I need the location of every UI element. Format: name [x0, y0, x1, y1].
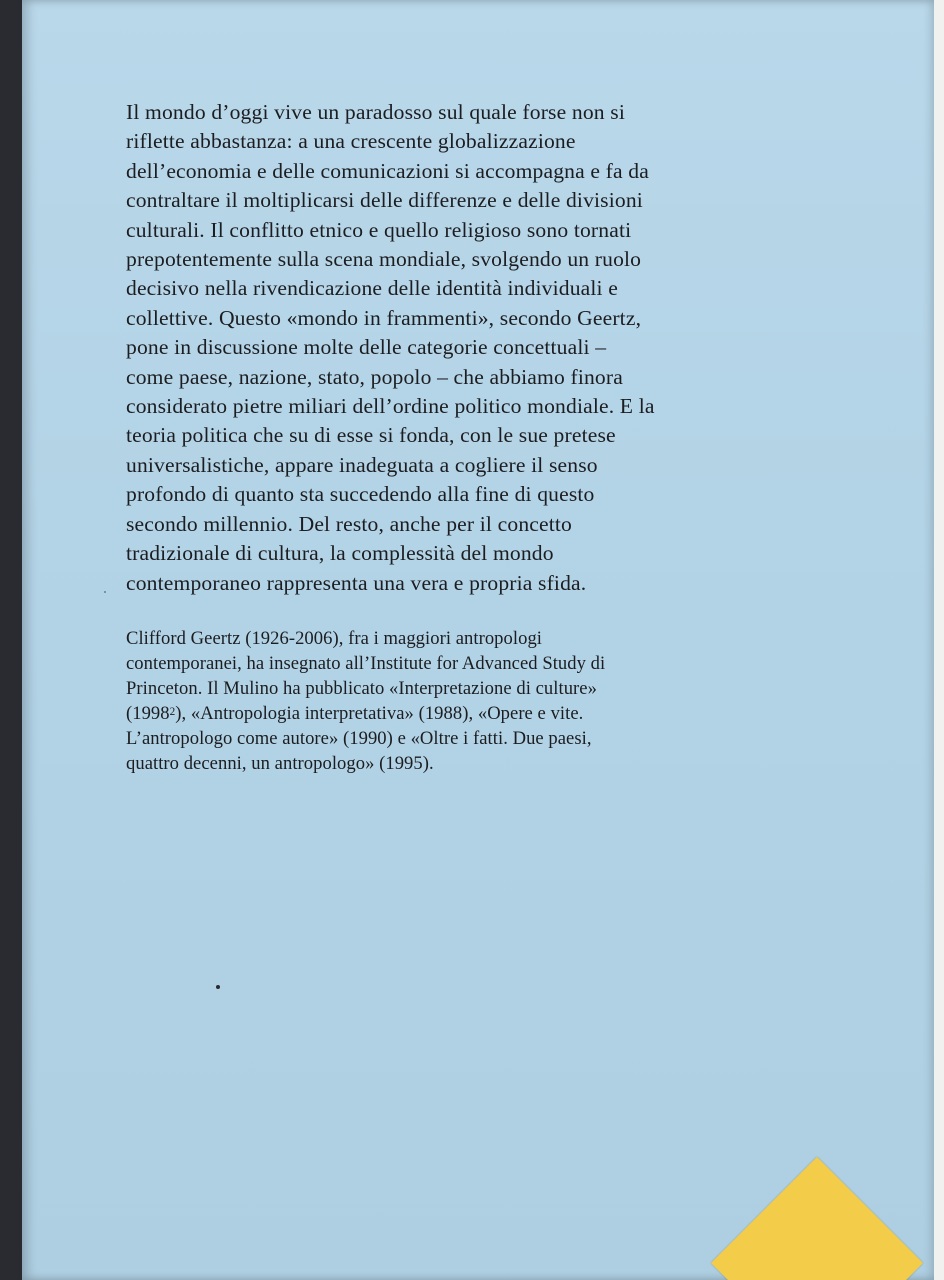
- bio-line-rest: ), «Antropologia interpretativa» (1988), «Opere e vite.: [175, 703, 584, 724]
- blurb-line: come paese, nazione, stato, popolo – che abbiamo finora: [126, 364, 623, 389]
- bio-line: L’antropologo come autore» (1990) e «Oltre i fatti. Due paesi,: [126, 728, 592, 749]
- page-edge: [934, 0, 944, 1280]
- bio-line: Princeton. Il Mulino ha pubblicato «Interpretazione di culture»: [126, 678, 597, 699]
- blurb-line: teoria politica che su di esse si fonda, con le sue pretese: [126, 423, 616, 448]
- blurb-line: considerato pietre miliari dell’ordine politico mondiale. E la: [126, 394, 655, 419]
- bio-line: Clifford Geertz (1926-2006), fra i maggiori antropologi: [126, 628, 543, 649]
- blurb-line: profondo di quanto sta succedendo alla fine di questo: [126, 482, 595, 507]
- author-bio: [126, 626, 826, 776]
- dust-speck: [104, 591, 106, 593]
- blurb-line: tradizionale di cultura, la complessità del mondo: [126, 541, 554, 566]
- blurb-line: riflette abbastanza: a una crescente globalizzazione: [126, 129, 576, 154]
- blurb-line: contraltare il moltiplicarsi delle differenze e delle divisioni: [126, 188, 643, 213]
- bio-line: [126, 701, 826, 726]
- blurb-line: secondo millennio. Del resto, anche per il concetto: [126, 511, 572, 536]
- blurb-text: [126, 98, 826, 598]
- edition-superscript: 2: [169, 705, 176, 718]
- blurb-line: collettive. Questo «mondo in frammenti», secondo Geertz,: [126, 305, 642, 330]
- bio-line-start: (1998: [126, 703, 170, 724]
- blurb-line: culturali. Il conflitto etnico e quello religioso sono tornati: [126, 217, 632, 242]
- blurb-line: pone in discussione molte delle categorie concettuali –: [126, 335, 607, 360]
- dust-speck: [216, 985, 220, 989]
- blurb-line: Il mondo d’oggi vive un paradosso sul quale forse non si: [126, 100, 625, 124]
- blurb-line: decisivo nella rivendicazione delle identità individuali e: [126, 276, 618, 301]
- blurb-line: universalistiche, appare inadeguata a cogliere il senso: [126, 452, 598, 477]
- bio-line: contemporanei, ha insegnato all’Institute for Advanced Study di: [126, 653, 606, 674]
- blurb-line: dell’economia e delle comunicazioni si accompagna e fa da: [126, 158, 649, 183]
- blurb-line: prepotentemente sulla scena mondiale, svolgendo un ruolo: [126, 247, 642, 272]
- blurb-line: contemporaneo rappresenta una vera e propria sfida.: [126, 570, 587, 595]
- bio-line: quattro decenni, un antropologo» (1995).: [126, 753, 434, 774]
